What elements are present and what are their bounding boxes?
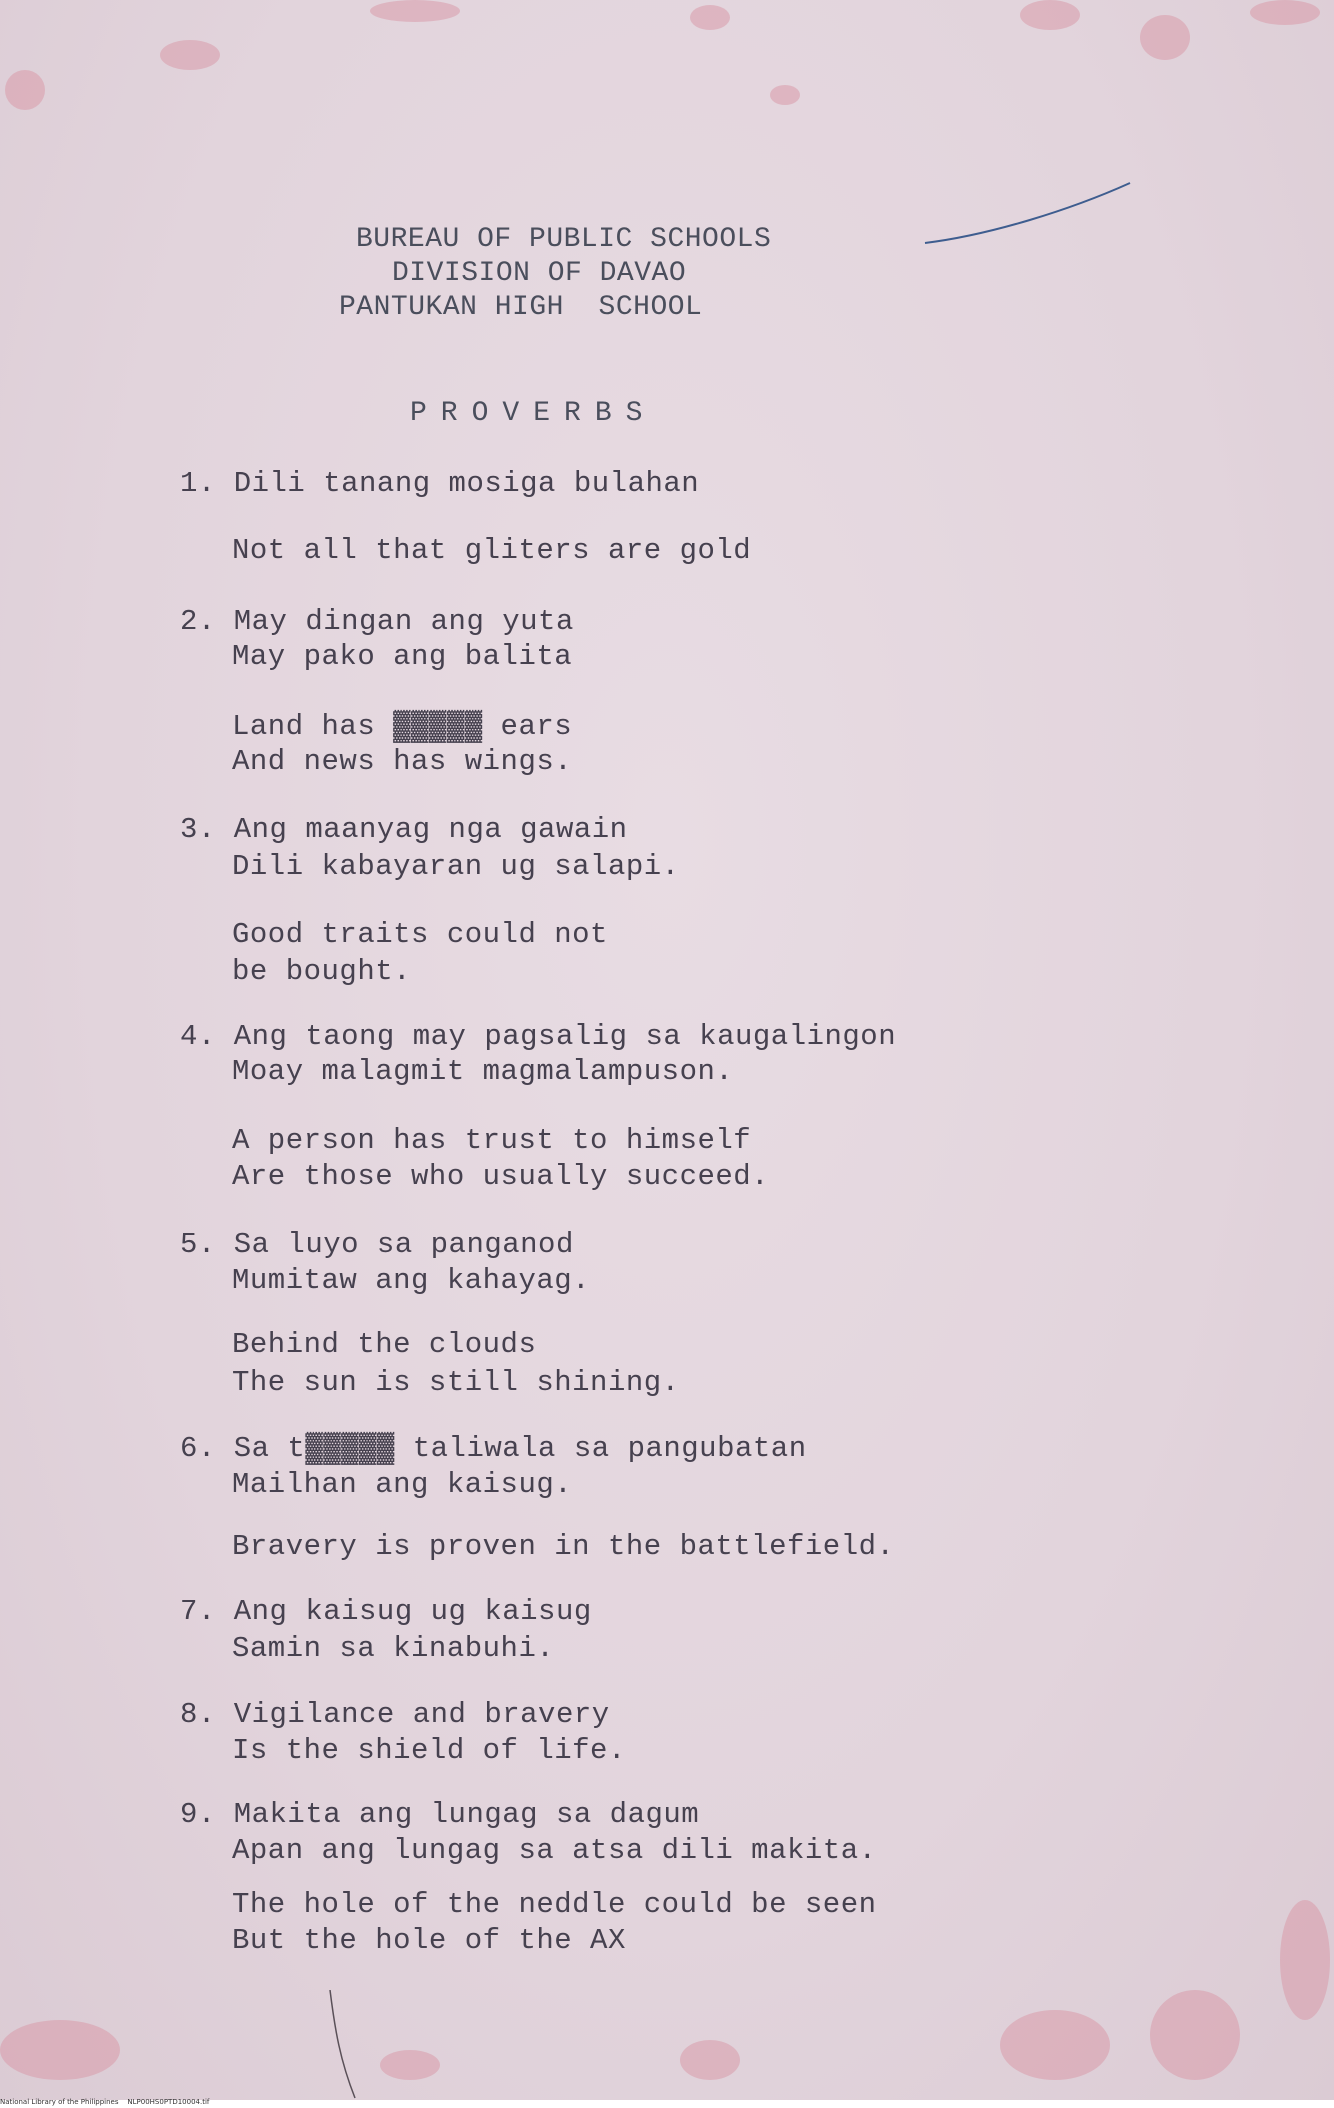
proverb-line: 4. Ang taong may pagsalig sa kaugalingon: [180, 1020, 897, 1053]
proverb-line: 6. Sa t▓▓▓▓▓ taliwala sa pangubatan: [180, 1432, 807, 1465]
proverb-line: Are those who usually succeed.: [232, 1160, 770, 1193]
proverb-line: 8. Vigilance and bravery: [180, 1698, 610, 1731]
stain: [680, 2040, 740, 2080]
proverb-line: Behind the clouds: [232, 1328, 537, 1361]
proverb-line: Moay malagmit magmalampuson.: [232, 1055, 734, 1088]
stain: [690, 5, 730, 30]
stain: [1140, 15, 1190, 60]
proverb-line: 7. Ang kaisug ug kaisug: [180, 1595, 592, 1628]
proverb-line: 9. Makita ang lungag sa dagum: [180, 1798, 700, 1831]
proverb-line: May pako ang balita: [232, 640, 573, 673]
proverb-line: Dili kabayaran ug salapi.: [232, 850, 680, 883]
proverb-line: Not all that gliters are gold: [232, 534, 752, 567]
stain: [1020, 0, 1080, 30]
proverb-line: The hole of the neddle could be seen: [232, 1888, 877, 1921]
proverb-line: Is the shield of life.: [232, 1734, 626, 1767]
header-line-1: BUREAU OF PUBLIC SCHOOLS: [356, 224, 772, 255]
header-line-3: PANTUKAN HIGH SCHOOL: [339, 292, 703, 323]
proverb-line: 1. Dili tanang mosiga bulahan: [180, 467, 700, 500]
proverb-line: Mailhan ang kaisug.: [232, 1468, 573, 1501]
stain: [5, 70, 45, 110]
footer-caption: National Library of the Philippines NLP00HS0PTD10004.tif: [0, 2098, 210, 2106]
proverb-line: Good traits could not: [232, 918, 608, 951]
proverb-line: Apan ang lungag sa atsa dili makita.: [232, 1834, 877, 1867]
proverb-line: A person has trust to himself: [232, 1124, 752, 1157]
stain: [1250, 0, 1320, 25]
stain: [370, 0, 460, 22]
stain: [1150, 1990, 1240, 2080]
header-line-2: DIVISION OF DAVAO: [392, 258, 687, 289]
proverb-line: Bravery is proven in the battlefield.: [232, 1530, 895, 1563]
proverb-line: Mumitaw ang kahayag.: [232, 1264, 591, 1297]
proverb-line: 2. May dingan ang yuta: [180, 605, 574, 638]
stain: [160, 40, 220, 70]
pen-stroke: [920, 175, 1140, 255]
stain: [380, 2050, 440, 2080]
proverb-line: 3. Ang maanyag nga gawain: [180, 813, 628, 846]
proverb-line: 5. Sa luyo sa panganod: [180, 1228, 574, 1261]
proverb-line: Land has ▓▓▓▓▓ ears: [232, 710, 573, 743]
proverb-line: The sun is still shining.: [232, 1366, 680, 1399]
paper-crease: [325, 1990, 365, 2100]
stain: [1280, 1900, 1330, 2020]
stain: [770, 85, 800, 105]
page-title: PROVERBS: [410, 398, 657, 429]
proverb-line: And news has wings.: [232, 745, 573, 778]
proverb-line: But the hole of the AX: [232, 1924, 626, 1957]
proverb-line: Samin sa kinabuhi.: [232, 1632, 555, 1665]
proverb-line: be bought.: [232, 955, 412, 988]
stain: [1000, 2010, 1110, 2080]
stain: [0, 2020, 120, 2080]
